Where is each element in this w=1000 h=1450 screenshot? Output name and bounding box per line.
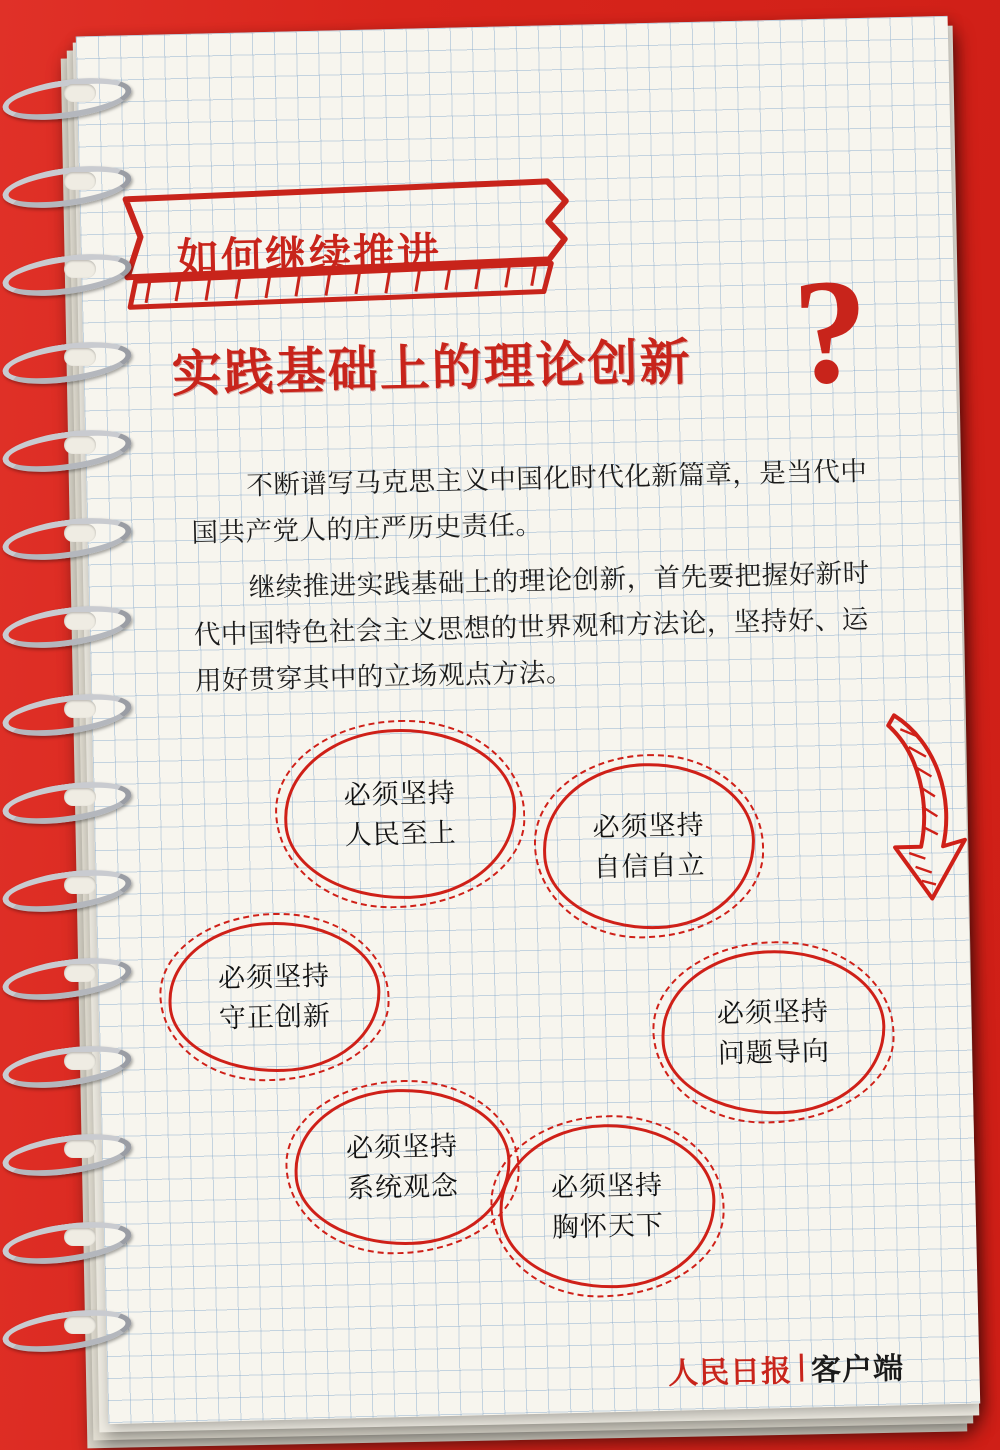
arrow-svg: [878, 706, 973, 908]
banner-title-text: 如何继续推进: [176, 228, 442, 283]
product-name: 客户端: [810, 1352, 905, 1388]
page-title: 实践基础上的理论创新: [171, 334, 693, 403]
curved-arrow-icon: [878, 706, 973, 908]
spiral-binding-icon: [0, 0, 150, 1450]
notebook-page: [76, 16, 980, 1424]
bubble-shouzheng-chuangxin[interactable]: [167, 920, 382, 1075]
bubble-label: 必须坚持 人民至上: [343, 777, 457, 851]
bubble-label: 必须坚持 问题导向: [716, 995, 831, 1069]
bubble-xionghuai-tianxia[interactable]: [498, 1122, 718, 1291]
brand-name: 人民日报: [667, 1354, 793, 1391]
bubble-label: 必须坚持 自信自立: [592, 809, 706, 883]
body-paragraph-1: 不断谱写马克思主义中国化时代化新篇章，是当代中国共产党人的庄严历史责任。: [191, 455, 868, 548]
bubble-label: 必须坚持 系统观念: [345, 1130, 460, 1204]
bubble-renmin-zhishang[interactable]: [282, 726, 518, 901]
page-content: [76, 16, 980, 1424]
bubble-xitong-guannian[interactable]: [293, 1087, 513, 1248]
bubble-zixin-zili[interactable]: [541, 761, 757, 932]
question-mark-icon: ?: [790, 247, 870, 416]
title-banner: [117, 175, 575, 316]
bubble-wenti-daoxiang[interactable]: [660, 948, 888, 1117]
bubble-label: 必须坚持 胸怀天下: [550, 1169, 665, 1243]
brand-divider: [800, 1354, 804, 1382]
bubble-label: 必须坚持 守正创新: [217, 960, 332, 1034]
body-paragraph-2: 继续推进实践基础上的理论创新，首先要把握好新时代中国特色社会主义思想的世界观和方法论，坚持好、运用好贯穿其中的立场观点方法。: [193, 557, 870, 696]
footer-brand: [668, 1343, 905, 1392]
